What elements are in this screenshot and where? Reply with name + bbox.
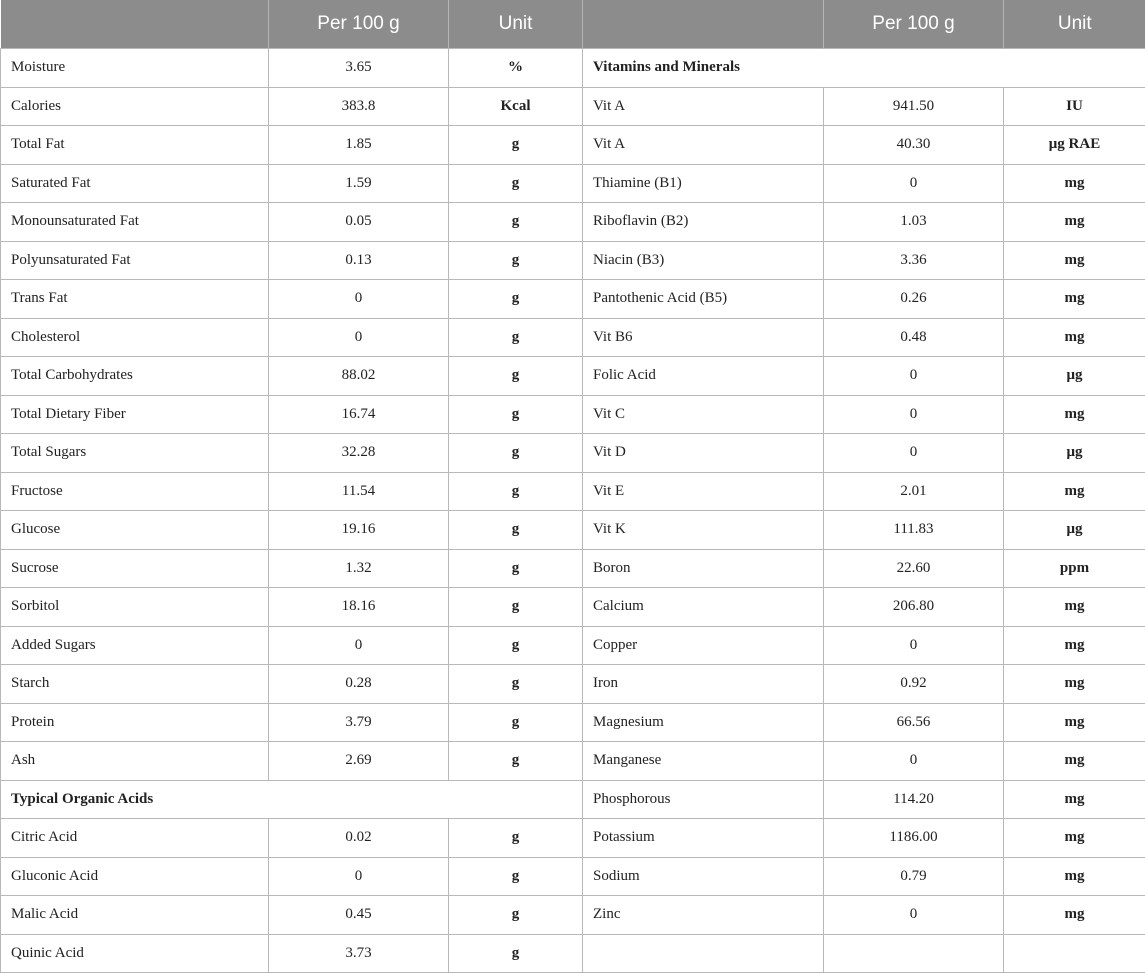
nutrient-unit: mg xyxy=(1004,896,1145,935)
nutrient-unit: g xyxy=(449,164,583,203)
nutrient-unit: g xyxy=(449,626,583,665)
table-row xyxy=(1,280,1145,319)
nutrient-name: Iron xyxy=(583,665,824,704)
nutrient-value: 1.59 xyxy=(269,164,449,203)
table-row xyxy=(1,857,1145,896)
nutrient-value: 1.32 xyxy=(269,549,449,588)
nutrient-name: Monounsaturated Fat xyxy=(1,203,269,242)
header-row xyxy=(1,0,1145,49)
nutrient-value: 3.36 xyxy=(824,241,1004,280)
nutrient-unit: g xyxy=(449,357,583,396)
nutrient-value: 19.16 xyxy=(269,511,449,550)
section-heading: Typical Organic Acids xyxy=(1,780,583,819)
empty-cell xyxy=(824,934,1004,973)
nutrient-name: Citric Acid xyxy=(1,819,269,858)
nutrient-value: 66.56 xyxy=(824,703,1004,742)
nutrient-name: Total Carbohydrates xyxy=(1,357,269,396)
nutrient-unit: g xyxy=(449,472,583,511)
nutrient-unit: mg xyxy=(1004,665,1145,704)
nutrient-name: Calcium xyxy=(583,588,824,627)
header-left-name xyxy=(1,0,269,49)
nutrient-unit: g xyxy=(449,511,583,550)
nutrient-value: 0.02 xyxy=(269,819,449,858)
nutrient-value: 0 xyxy=(269,857,449,896)
nutrient-unit: mg xyxy=(1004,164,1145,203)
table-row xyxy=(1,819,1145,858)
nutrient-value: 0 xyxy=(824,742,1004,781)
nutrient-name: Polyunsaturated Fat xyxy=(1,241,269,280)
nutrient-value: 383.8 xyxy=(269,87,449,126)
nutrient-value: 22.60 xyxy=(824,549,1004,588)
table-row xyxy=(1,549,1145,588)
nutrient-name: Riboflavin (B2) xyxy=(583,203,824,242)
nutrient-value: 0.05 xyxy=(269,203,449,242)
nutrient-unit: g xyxy=(449,549,583,588)
nutrient-name: Glucose xyxy=(1,511,269,550)
nutrient-unit: ppm xyxy=(1004,549,1145,588)
nutrient-value: 0 xyxy=(269,626,449,665)
nutrient-name: Vit B6 xyxy=(583,318,824,357)
nutrient-name: Thiamine (B1) xyxy=(583,164,824,203)
nutrient-unit: mg xyxy=(1004,395,1145,434)
nutrient-value: 40.30 xyxy=(824,126,1004,165)
nutrient-name: Folic Acid xyxy=(583,357,824,396)
nutrient-name: Niacin (B3) xyxy=(583,241,824,280)
header-right-per-100g: Per 100 g xyxy=(824,0,1004,49)
nutrient-unit: g xyxy=(449,857,583,896)
nutrient-name: Zinc xyxy=(583,896,824,935)
nutrient-value: 0 xyxy=(824,434,1004,473)
nutrient-value: 1186.00 xyxy=(824,819,1004,858)
table-row xyxy=(1,49,1145,88)
nutrient-unit: mg xyxy=(1004,819,1145,858)
header-right-name xyxy=(583,0,824,49)
table-row xyxy=(1,703,1145,742)
nutrient-unit: μg xyxy=(1004,511,1145,550)
section-heading: Vitamins and Minerals xyxy=(583,49,1145,88)
nutrient-value: 2.01 xyxy=(824,472,1004,511)
nutrient-name: Quinic Acid xyxy=(1,934,269,973)
nutrient-unit: g xyxy=(449,126,583,165)
nutrient-name: Sucrose xyxy=(1,549,269,588)
table-row xyxy=(1,665,1145,704)
nutrient-name: Magnesium xyxy=(583,703,824,742)
table-row xyxy=(1,511,1145,550)
nutrient-name: Saturated Fat xyxy=(1,164,269,203)
nutrient-unit: g xyxy=(449,896,583,935)
nutrient-name: Vit A xyxy=(583,87,824,126)
nutrient-name: Vit K xyxy=(583,511,824,550)
nutrient-name: Copper xyxy=(583,626,824,665)
table-row xyxy=(1,203,1145,242)
nutrient-unit: Kcal xyxy=(449,87,583,126)
nutrient-unit: g xyxy=(449,203,583,242)
nutrient-unit: % xyxy=(449,49,583,88)
nutrient-name: Vit A xyxy=(583,126,824,165)
table-row xyxy=(1,588,1145,627)
nutrient-value: 0.26 xyxy=(824,280,1004,319)
nutrient-name: Cholesterol xyxy=(1,318,269,357)
empty-cell xyxy=(583,934,824,973)
nutrient-value: 0.79 xyxy=(824,857,1004,896)
table-row xyxy=(1,164,1145,203)
table-body xyxy=(1,49,1145,973)
nutrient-unit: g xyxy=(449,819,583,858)
nutrient-value: 3.65 xyxy=(269,49,449,88)
nutrient-name: Boron xyxy=(583,549,824,588)
nutrient-name: Total Sugars xyxy=(1,434,269,473)
nutrient-unit: g xyxy=(449,434,583,473)
nutrient-name: Manganese xyxy=(583,742,824,781)
nutrient-name: Potassium xyxy=(583,819,824,858)
nutrient-unit: mg xyxy=(1004,588,1145,627)
nutrient-name: Malic Acid xyxy=(1,896,269,935)
nutrient-name: Pantothenic Acid (B5) xyxy=(583,280,824,319)
nutrient-unit: g xyxy=(449,703,583,742)
nutrient-value: 0 xyxy=(269,318,449,357)
nutrient-value: 941.50 xyxy=(824,87,1004,126)
table-row xyxy=(1,934,1145,973)
nutrient-name: Phosphorous xyxy=(583,780,824,819)
nutrient-value: 1.85 xyxy=(269,126,449,165)
nutrient-unit: g xyxy=(449,280,583,319)
nutrient-name: Vit D xyxy=(583,434,824,473)
nutrient-value: 0.13 xyxy=(269,241,449,280)
nutrient-value: 0.48 xyxy=(824,318,1004,357)
table-row xyxy=(1,626,1145,665)
nutrient-name: Moisture xyxy=(1,49,269,88)
nutrient-value: 0.28 xyxy=(269,665,449,704)
nutrient-unit: mg xyxy=(1004,742,1145,781)
table-row xyxy=(1,126,1145,165)
nutrient-value: 1.03 xyxy=(824,203,1004,242)
empty-cell xyxy=(1004,934,1145,973)
nutrient-unit: g xyxy=(449,395,583,434)
nutrient-value: 114.20 xyxy=(824,780,1004,819)
nutrient-unit: mg xyxy=(1004,472,1145,511)
nutrient-value: 0 xyxy=(824,164,1004,203)
nutrient-value: 206.80 xyxy=(824,588,1004,627)
nutrient-value: 0 xyxy=(269,280,449,319)
nutrient-unit: μg xyxy=(1004,357,1145,396)
nutrient-name: Total Dietary Fiber xyxy=(1,395,269,434)
nutrient-name: Vit E xyxy=(583,472,824,511)
nutrient-value: 0.45 xyxy=(269,896,449,935)
nutrient-name: Protein xyxy=(1,703,269,742)
header-right-unit: Unit xyxy=(1004,0,1145,49)
table-row xyxy=(1,241,1145,280)
nutrient-value: 3.73 xyxy=(269,934,449,973)
nutrient-name: Vit C xyxy=(583,395,824,434)
nutrient-unit: mg xyxy=(1004,857,1145,896)
nutrient-unit: mg xyxy=(1004,626,1145,665)
table-row xyxy=(1,318,1145,357)
nutrient-value: 2.69 xyxy=(269,742,449,781)
nutrient-unit: g xyxy=(449,318,583,357)
nutrient-value: 3.79 xyxy=(269,703,449,742)
nutrient-unit: mg xyxy=(1004,318,1145,357)
nutrient-name: Total Fat xyxy=(1,126,269,165)
nutrient-unit: g xyxy=(449,241,583,280)
nutrient-value: 32.28 xyxy=(269,434,449,473)
nutrient-value: 88.02 xyxy=(269,357,449,396)
nutrient-value: 0 xyxy=(824,357,1004,396)
nutrient-unit: g xyxy=(449,665,583,704)
nutrient-unit: mg xyxy=(1004,203,1145,242)
nutrient-name: Gluconic Acid xyxy=(1,857,269,896)
nutrient-value: 18.16 xyxy=(269,588,449,627)
nutrient-value: 0.92 xyxy=(824,665,1004,704)
table-row xyxy=(1,357,1145,396)
table-row xyxy=(1,742,1145,781)
nutrient-name: Sodium xyxy=(583,857,824,896)
nutrient-value: 0 xyxy=(824,896,1004,935)
table-row xyxy=(1,896,1145,935)
nutrient-name: Fructose xyxy=(1,472,269,511)
nutrient-value: 0 xyxy=(824,626,1004,665)
nutrient-name: Sorbitol xyxy=(1,588,269,627)
nutrient-unit: IU xyxy=(1004,87,1145,126)
nutrient-name: Starch xyxy=(1,665,269,704)
nutrient-unit: mg xyxy=(1004,241,1145,280)
table-row xyxy=(1,87,1145,126)
nutrient-name: Added Sugars xyxy=(1,626,269,665)
nutrient-value: 11.54 xyxy=(269,472,449,511)
nutrient-unit: g xyxy=(449,934,583,973)
nutrient-unit: mg xyxy=(1004,703,1145,742)
header-left-per-100g: Per 100 g xyxy=(269,0,449,49)
nutrient-name: Ash xyxy=(1,742,269,781)
nutrient-unit: mg xyxy=(1004,280,1145,319)
header-left-unit: Unit xyxy=(449,0,583,49)
nutrient-name: Calories xyxy=(1,87,269,126)
nutrient-value: 0 xyxy=(824,395,1004,434)
nutrient-unit: μg xyxy=(1004,434,1145,473)
nutrient-name: Trans Fat xyxy=(1,280,269,319)
nutrient-unit: μg RAE xyxy=(1004,126,1145,165)
nutrient-value: 111.83 xyxy=(824,511,1004,550)
nutrient-unit: g xyxy=(449,742,583,781)
nutrient-unit: g xyxy=(449,588,583,627)
table-row xyxy=(1,434,1145,473)
nutrient-value: 16.74 xyxy=(269,395,449,434)
table-row xyxy=(1,780,1145,819)
table-row xyxy=(1,395,1145,434)
table-row xyxy=(1,472,1145,511)
nutrient-unit: mg xyxy=(1004,780,1145,819)
